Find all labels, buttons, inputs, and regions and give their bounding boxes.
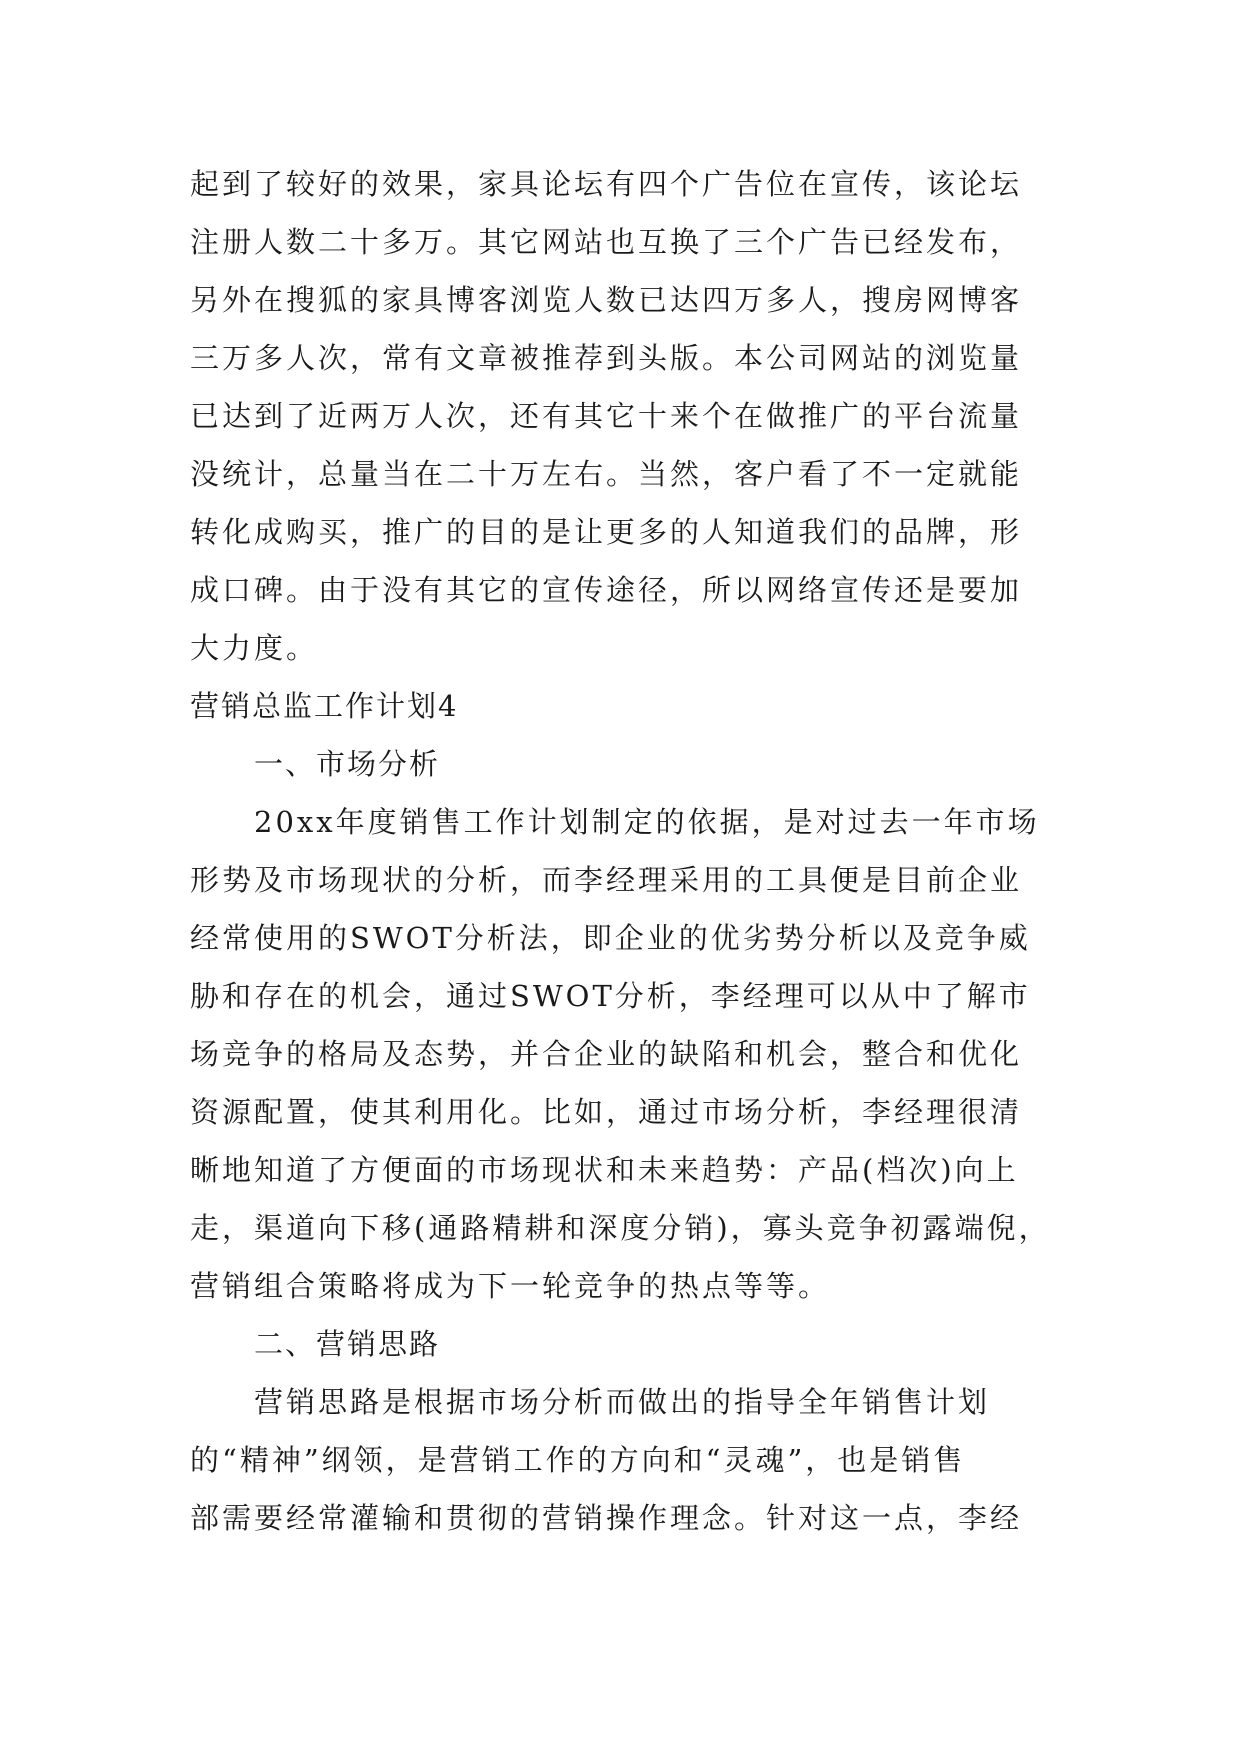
paragraph-line: 胁和存在的机会，通过SWOT分析，李经理可以从中了解市 bbox=[190, 979, 1031, 1013]
paragraph-line: 场竞争的格局及态势，并合企业的缺陷和机会，整合和优化 bbox=[190, 1037, 1023, 1071]
document-body bbox=[190, 155, 1050, 1547]
paragraph-line: 没统计，总量当在二十万左右。当然，客户看了不一定就能 bbox=[190, 457, 1023, 491]
paragraph-line: 走，渠道向下移(通路精耕和深度分销)，寡头竞争初露端倪， bbox=[190, 1211, 1051, 1245]
paragraph-line: 已达到了近两万人次，还有其它十来个在做推广的平台流量 bbox=[190, 399, 1023, 433]
paragraph-line: 晰地知道了方便面的市场现状和未来趋势：产品(档次)向上 bbox=[190, 1153, 1019, 1187]
paragraph-line: 营销思路是根据市场分析而做出的指导全年销售计划 bbox=[254, 1385, 991, 1419]
paragraph-line: 注册人数二十多万。其它网站也互换了三个广告已经发布， bbox=[190, 225, 1023, 259]
paragraph-line: 成口碑。由于没有其它的宣传途径，所以网络宣传还是要加 bbox=[190, 573, 1023, 607]
paragraph-line: 三万多人次，常有文章被推荐到头版。本公司网站的浏览量 bbox=[190, 341, 1023, 375]
paragraph-line: 资源配置，使其利用化。比如，通过市场分析，李经理很清 bbox=[190, 1095, 1023, 1129]
paragraph-line: 20xx年度销售工作计划制定的依据，是对过去一年市场 bbox=[254, 805, 1040, 839]
subsection-heading-market-analysis: 一、市场分析 bbox=[254, 747, 441, 781]
paragraph-line: 起到了较好的效果，家具论坛有四个广告位在宣传，该论坛 bbox=[190, 167, 1023, 201]
paragraph-line: 营销组合策略将成为下一轮竞争的热点等等。 bbox=[190, 1269, 831, 1303]
subsection-heading-marketing-approach: 二、营销思路 bbox=[254, 1327, 441, 1361]
section-title: 营销总监工作计划4 bbox=[190, 689, 459, 723]
paragraph-line: 大力度。 bbox=[190, 631, 319, 665]
paragraph-line: 部需要经常灌输和贯彻的营销操作理念。针对这一点，李经 bbox=[190, 1501, 1023, 1535]
paragraph-line: 转化成购买，推广的目的是让更多的人知道我们的品牌，形 bbox=[190, 515, 1023, 549]
paragraph-line: 经常使用的SWOT分析法，即企业的优劣势分析以及竞争威 bbox=[190, 921, 1031, 955]
paragraph-line: 另外在搜狐的家具博客浏览人数已达四万多人，搜房网博客 bbox=[190, 283, 1023, 317]
paragraph-line: 的“精神”纲领，是营销工作的方向和“灵魂”，也是销售 bbox=[190, 1443, 966, 1477]
paragraph-line: 形势及市场现状的分析，而李经理采用的工具便是目前企业 bbox=[190, 863, 1023, 897]
